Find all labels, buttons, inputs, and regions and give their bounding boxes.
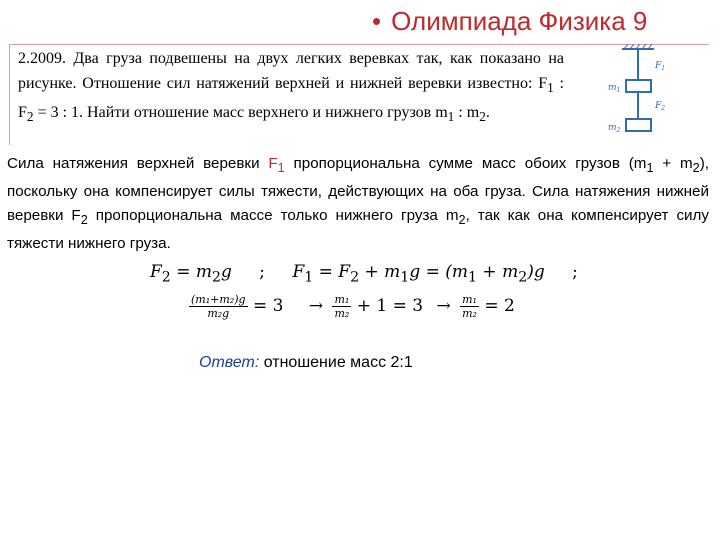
lower-weight bbox=[626, 119, 651, 131]
eq-sub: 2 bbox=[350, 269, 360, 286]
solution-sub: 1 bbox=[277, 161, 285, 176]
eq-term: )g bbox=[527, 262, 545, 282]
slide-title bbox=[372, 6, 647, 37]
eq-term: g bbox=[221, 262, 232, 282]
solution-sub: 2 bbox=[458, 213, 466, 228]
eq-sub: 2 bbox=[518, 269, 528, 286]
problem-part: . bbox=[485, 104, 490, 122]
eq-term: = F bbox=[313, 262, 351, 282]
label-m2: $m_2$ bbox=[608, 123, 621, 134]
eq-separator: ; bbox=[572, 262, 578, 282]
problem-sub: 2 bbox=[479, 109, 486, 125]
eq-sub: 1 bbox=[400, 269, 410, 286]
solution-sub: 2 bbox=[692, 161, 700, 176]
solution-part: Сила натяжения верхней веревки bbox=[7, 155, 269, 172]
eq-term: F bbox=[150, 262, 162, 282]
answer bbox=[199, 354, 413, 372]
problem-part: 2.2009. Два груза подвешены на двух легких веревках так, как показано на рисунке. Отношение сил натяжений верхней и нижней веревки известно: F bbox=[18, 50, 564, 92]
problem-part: : F bbox=[18, 75, 565, 122]
weights-figure bbox=[600, 44, 672, 136]
eq-sub: 2 bbox=[211, 269, 221, 286]
eq-result: + 1 = 3 bbox=[356, 296, 424, 316]
eq-term: + m bbox=[477, 262, 519, 282]
solution-force-f1: F bbox=[268, 155, 278, 172]
equation-line-1 bbox=[150, 262, 578, 285]
eq-term: F bbox=[292, 262, 305, 282]
arrow: → bbox=[436, 296, 451, 316]
problem-part: = 3 : 1. Найти отношение масс верхнего и нижнего грузов m bbox=[33, 104, 448, 122]
eq-term: + m bbox=[359, 262, 401, 282]
eq-separator: ; bbox=[259, 262, 266, 282]
problem-sub: 1 bbox=[547, 80, 554, 96]
eq-sub: 1 bbox=[304, 269, 314, 286]
eq-sub: 2 bbox=[161, 269, 171, 286]
problem-part: : m bbox=[454, 104, 480, 122]
answer-label: Ответ: bbox=[199, 354, 260, 371]
label-f1: $F_1$ bbox=[655, 61, 666, 72]
fraction-sum-over-m2: $\frac{\text{(m₁+m₂)g}}{\text{m₂g}}$ bbox=[191, 293, 246, 320]
eq-term: = m bbox=[170, 262, 212, 282]
equation-line-2 bbox=[189, 293, 515, 320]
problem-sub: 1 bbox=[447, 109, 455, 125]
label-m1: $m_1$ bbox=[608, 83, 621, 94]
eq-result: = 3 bbox=[252, 296, 284, 316]
fraction-m1-over-m2: $\frac{\text{m₁}}{\text{m₂}}$ bbox=[334, 293, 350, 320]
solution-part: пропорциональна сумме масс обоих грузов (m bbox=[284, 155, 647, 172]
problem-sub: 2 bbox=[26, 109, 34, 125]
fraction-m1-over-m2-final: $\frac{\text{m₁}}{\text{m₂}}$ bbox=[462, 293, 477, 320]
solution-part: Сила натяжения нижней веревки F bbox=[7, 183, 709, 225]
solution-text bbox=[7, 152, 709, 256]
eq-result: = 2 bbox=[484, 296, 515, 316]
label-f2: $F_2$ bbox=[655, 101, 666, 112]
eq-term: g = (m bbox=[409, 262, 468, 282]
solution-sub: 2 bbox=[80, 213, 88, 228]
solution-part: пропорциональна массе только нижнего груза m bbox=[87, 207, 459, 225]
solution-part: ), поскольку она компенсирует силы тяжести, действующих на оба груза. bbox=[7, 155, 709, 201]
title-bullet: • bbox=[372, 6, 382, 36]
problem-text bbox=[18, 46, 564, 129]
title-text: Олимпиада Физика 9 bbox=[391, 6, 648, 36]
arrow: → bbox=[308, 296, 324, 316]
answer-text: отношение масс 2:1 bbox=[259, 354, 413, 371]
eq-sub: 1 bbox=[468, 269, 478, 286]
upper-weight bbox=[626, 80, 651, 92]
solution-sub: 1 bbox=[646, 161, 654, 176]
solution-part: , так как она компенсирует силу тяжести нижнего груза. bbox=[7, 207, 709, 253]
solution-part: + m bbox=[653, 155, 693, 172]
